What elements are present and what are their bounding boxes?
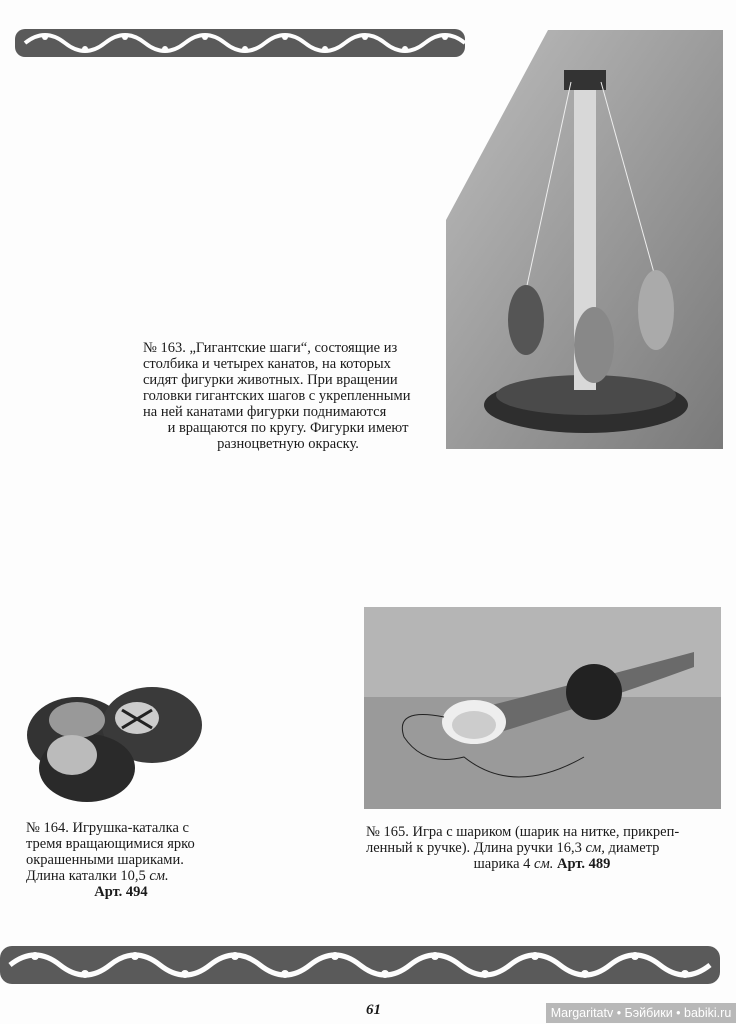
- unit: см,: [585, 840, 605, 856]
- caption-line: Игрушка-каталка с: [72, 820, 189, 836]
- photo-cup-and-ball: [364, 607, 721, 809]
- item-163-caption: [143, 340, 433, 452]
- caption-line: Длина каталки 10,5: [26, 868, 146, 884]
- caption-line: диаметр: [608, 840, 660, 856]
- caption-line: на ней канатами фигурки поднимаются: [143, 404, 387, 420]
- caption-line: и вращаются по кругу. Фигурки имеют: [167, 420, 409, 436]
- caption-line: столбика и четырех канатов, на которых: [143, 356, 391, 372]
- item-number: № 165.: [366, 824, 409, 840]
- page-number: 61: [366, 1002, 381, 1018]
- top-ornament: [15, 25, 470, 61]
- item-number: № 163.: [143, 340, 186, 356]
- article-number: Арт. 489: [556, 856, 611, 872]
- item-number: № 164.: [26, 820, 69, 836]
- caption-line: окрашенными шариками.: [26, 852, 184, 868]
- unit: см.: [149, 868, 169, 884]
- caption-line: разноцветную окраску.: [217, 436, 359, 452]
- caption-line: шарика 4: [473, 856, 531, 872]
- unit: см.: [534, 856, 554, 872]
- caption-line: тремя вращающимися ярко: [26, 836, 195, 852]
- caption-line: Игра с шариком (шарик на нитке, прикреп-: [412, 824, 680, 840]
- watermark: Margaritatv • Бэйбики • babiki.ru: [546, 1003, 736, 1023]
- caption-line: ленный к ручке). Длина ручки 16,3: [366, 840, 582, 856]
- item-164-caption: [26, 820, 216, 900]
- caption-line: „Гигантские шаги“, состоящие из: [189, 340, 398, 356]
- bottom-ornament: [0, 940, 736, 990]
- caption-line: головки гигантских шагов с укрепленными: [143, 388, 411, 404]
- article-number: Арт. 494: [94, 884, 148, 900]
- photo-roller-toy: [22, 680, 217, 805]
- photo-giant-steps-toy: [446, 30, 723, 449]
- item-165-caption: [366, 824, 718, 872]
- caption-line: сидят фигурки животных. При вращении: [143, 372, 398, 388]
